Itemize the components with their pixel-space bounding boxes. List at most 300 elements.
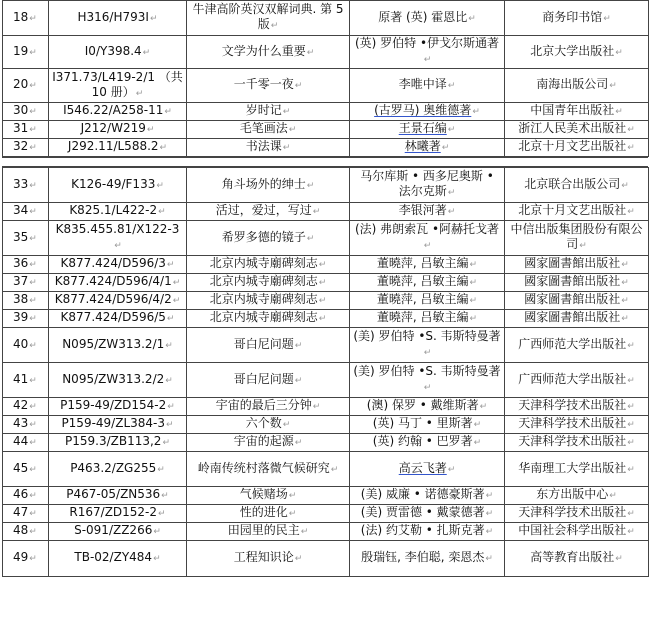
call-number-cell xyxy=(49,121,187,139)
table-row xyxy=(3,292,649,310)
publisher-cell xyxy=(505,505,649,523)
author-cell xyxy=(350,69,505,103)
publisher-cell xyxy=(505,452,649,487)
row-number: 46 xyxy=(13,487,29,501)
paragraph-mark-icon: ↵ xyxy=(318,296,327,306)
book-title-cell xyxy=(187,256,350,274)
table-row xyxy=(3,505,649,523)
call-number: TB-02/ZY484 xyxy=(74,550,153,564)
book-title: 北京内城寺廟碑刻志 xyxy=(209,292,318,306)
table-row xyxy=(3,203,649,221)
call-number: K825.1/L422-2 xyxy=(69,203,158,217)
paragraph-mark-icon: ↵ xyxy=(627,125,635,135)
publisher: 浙江人民美术出版社 xyxy=(518,121,627,135)
call-number-cell xyxy=(49,523,187,541)
book-title: 北京内城寺廟碑刻志 xyxy=(209,256,318,270)
publisher: 广西师范大学出版社 xyxy=(518,336,627,351)
paragraph-mark-icon: ↵ xyxy=(627,438,635,448)
call-number-cell xyxy=(49,274,187,292)
paragraph-mark-icon: ↵ xyxy=(615,554,623,564)
row-number-cell xyxy=(3,203,49,221)
author: 高云飞著 xyxy=(398,460,447,475)
paragraph-mark-icon: ↵ xyxy=(423,348,432,358)
publisher: 高等教育出版社 xyxy=(530,550,615,564)
publisher-cell xyxy=(505,363,649,398)
book-title-cell xyxy=(187,541,350,577)
book-title: 北京内城寺廟碑刻志 xyxy=(209,310,318,324)
call-number: R167/ZD152-2 xyxy=(69,505,158,519)
publisher: 天津科学技术出版社 xyxy=(518,416,627,430)
book-title-cell xyxy=(187,416,350,434)
publisher-cell xyxy=(505,274,649,292)
publisher-cell xyxy=(505,168,649,203)
row-number-cell xyxy=(3,168,49,203)
book-title-cell xyxy=(187,292,350,310)
book-title-cell xyxy=(187,121,350,139)
author-cell xyxy=(350,168,505,203)
book-title-cell xyxy=(187,274,350,292)
call-number: P159-49/ZL384-3 xyxy=(61,416,165,430)
book-title-cell xyxy=(187,139,350,157)
call-number-cell xyxy=(49,363,187,398)
call-number-cell xyxy=(49,452,187,487)
paragraph-mark-icon: ↵ xyxy=(627,143,635,153)
paragraph-mark-icon: ↵ xyxy=(473,420,482,430)
call-number: J212/W219 xyxy=(80,121,146,135)
author-cell xyxy=(350,203,505,221)
paragraph-mark-icon: ↵ xyxy=(579,241,587,251)
table-row xyxy=(3,328,649,363)
row-number-cell xyxy=(3,274,49,292)
paragraph-mark-icon: ↵ xyxy=(441,143,450,153)
paragraph-mark-icon: ↵ xyxy=(312,402,321,412)
paragraph-mark-icon: ↵ xyxy=(627,375,635,386)
paragraph-mark-icon: ↵ xyxy=(627,464,635,475)
book-title-cell xyxy=(187,523,350,541)
paragraph-mark-icon: ↵ xyxy=(473,438,482,448)
paragraph-mark-icon: ↵ xyxy=(29,13,37,24)
paragraph-mark-icon: ↵ xyxy=(627,509,635,519)
paragraph-mark-icon: ↵ xyxy=(288,125,297,135)
book-title-cell xyxy=(187,434,350,452)
call-number: K877.424/D596/4/1 xyxy=(54,274,172,288)
paragraph-mark-icon: ↵ xyxy=(29,402,37,412)
author: (美) 威廉 • 诺德豪斯著 xyxy=(360,487,485,501)
book-title: 六个数 xyxy=(245,416,282,430)
author: 原著 (英) 霍恩比 xyxy=(378,9,468,24)
author-cell xyxy=(350,452,505,487)
call-number-cell xyxy=(49,103,187,121)
publisher-cell xyxy=(505,36,649,69)
paragraph-mark-icon: ↵ xyxy=(468,13,476,24)
row-number-cell xyxy=(3,523,49,541)
paragraph-mark-icon: ↵ xyxy=(29,125,37,135)
author-cell xyxy=(350,256,505,274)
paragraph-mark-icon: ↵ xyxy=(300,527,309,537)
call-number: S-091/ZZ266 xyxy=(74,523,153,537)
paragraph-mark-icon: ↵ xyxy=(615,107,623,117)
paragraph-mark-icon: ↵ xyxy=(153,527,161,537)
paragraph-mark-icon: ↵ xyxy=(142,47,151,58)
publisher: 商务印书馆 xyxy=(542,9,603,24)
book-title: 书法课 xyxy=(245,139,282,153)
publisher-cell xyxy=(505,328,649,363)
row-number-cell xyxy=(3,452,49,487)
paragraph-mark-icon: ↵ xyxy=(469,260,478,270)
book-title: 气候赌场 xyxy=(239,487,288,501)
row-number-cell xyxy=(3,121,49,139)
paragraph-mark-icon: ↵ xyxy=(165,340,173,351)
call-number: I0/Y398.4 xyxy=(84,43,142,58)
paragraph-mark-icon: ↵ xyxy=(621,314,629,324)
paragraph-mark-icon: ↵ xyxy=(29,464,37,475)
row-number: 45 xyxy=(13,460,29,475)
table-row xyxy=(3,69,649,103)
paragraph-mark-icon: ↵ xyxy=(294,554,303,564)
paragraph-mark-icon: ↵ xyxy=(29,107,37,117)
publisher-cell xyxy=(505,69,649,103)
paragraph-mark-icon: ↵ xyxy=(621,260,629,270)
paragraph-mark-icon: ↵ xyxy=(627,340,635,351)
author-cell xyxy=(350,1,505,36)
row-number-cell xyxy=(3,398,49,416)
row-number-cell xyxy=(3,416,49,434)
row-number: 36 xyxy=(13,256,29,270)
call-number: J292.11/L588.2 xyxy=(67,139,159,153)
row-number-cell xyxy=(3,434,49,452)
paragraph-mark-icon: ↵ xyxy=(306,233,315,244)
author: (法) 弗朗索瓦 •阿赫托戈著 xyxy=(354,222,500,236)
publisher-cell xyxy=(505,203,649,221)
paragraph-mark-icon: ↵ xyxy=(627,402,635,412)
author: 殷瑞钰, 李伯聪, 栾恩杰 xyxy=(361,550,485,564)
publisher: 國家圖書館出版社 xyxy=(524,256,621,270)
paragraph-mark-icon: ↵ xyxy=(627,207,635,217)
publisher-cell xyxy=(505,523,649,541)
book-title: 一千零一夜 xyxy=(233,77,294,91)
paragraph-mark-icon: ↵ xyxy=(294,375,303,386)
table-row xyxy=(3,523,649,541)
row-number: 39 xyxy=(13,310,29,324)
call-number-cell xyxy=(49,416,187,434)
paragraph-mark-icon: ↵ xyxy=(135,88,144,99)
call-number-cell xyxy=(49,1,187,36)
publisher: 中信出版集团股份有限公司 xyxy=(510,222,643,251)
row-number: 30 xyxy=(13,103,29,117)
paragraph-mark-icon: ↵ xyxy=(615,47,623,58)
publisher: 广西师范大学出版社 xyxy=(518,371,627,386)
paragraph-mark-icon: ↵ xyxy=(149,13,158,24)
publisher: 北京大学出版社 xyxy=(530,43,615,58)
paragraph-mark-icon: ↵ xyxy=(161,491,169,501)
publisher-cell xyxy=(505,139,649,157)
paragraph-mark-icon: ↵ xyxy=(166,420,174,430)
table-row xyxy=(3,452,649,487)
author: 马尔库斯 • 西多尼奥斯 • 法尔克斯 xyxy=(360,169,494,198)
call-number: K877.424/D596/5 xyxy=(60,310,166,324)
paragraph-mark-icon: ↵ xyxy=(627,527,635,537)
publisher-cell xyxy=(505,1,649,36)
author: 李唯中译 xyxy=(398,77,447,91)
book-title-cell xyxy=(187,36,350,69)
row-number: 18 xyxy=(13,9,29,24)
publisher: 天津科学技术出版社 xyxy=(518,434,627,448)
row-number-cell xyxy=(3,363,49,398)
row-number: 48 xyxy=(13,523,29,537)
call-number-cell xyxy=(49,139,187,157)
paragraph-mark-icon: ↵ xyxy=(29,296,37,306)
paragraph-mark-icon: ↵ xyxy=(156,180,164,191)
paragraph-mark-icon: ↵ xyxy=(294,81,303,91)
page-break-gap xyxy=(2,157,648,167)
publisher: 國家圖書館出版社 xyxy=(524,292,621,306)
author: 董曉萍, 吕敏主編 xyxy=(376,256,469,270)
row-number-cell xyxy=(3,328,49,363)
paragraph-mark-icon: ↵ xyxy=(157,464,165,475)
table-row xyxy=(3,541,649,577)
publisher-cell xyxy=(505,292,649,310)
paragraph-mark-icon: ↵ xyxy=(29,81,37,91)
book-title: 毛笔画法 xyxy=(239,121,288,135)
call-number-cell xyxy=(49,434,187,452)
paragraph-mark-icon: ↵ xyxy=(29,180,37,191)
row-number-cell xyxy=(3,292,49,310)
book-title-cell xyxy=(187,103,350,121)
publisher: 东方出版中心 xyxy=(536,487,609,501)
table-row xyxy=(3,416,649,434)
author-cell xyxy=(350,36,505,69)
book-title: 宇宙的最后三分钟 xyxy=(215,398,312,412)
publisher: 北京联合出版公司 xyxy=(524,176,621,191)
call-number-cell xyxy=(49,36,187,69)
paragraph-mark-icon: ↵ xyxy=(603,13,611,24)
table-body-bottom xyxy=(3,168,649,577)
publisher: 國家圖書館出版社 xyxy=(524,310,621,324)
row-number-cell xyxy=(3,1,49,36)
paragraph-mark-icon: ↵ xyxy=(282,420,291,430)
paragraph-mark-icon: ↵ xyxy=(29,527,37,537)
author: (澳) 保罗 • 戴维斯著 xyxy=(366,398,479,412)
paragraph-mark-icon: ↵ xyxy=(282,143,291,153)
author: 董曉萍, 吕敏主編 xyxy=(376,292,469,306)
paragraph-mark-icon: ↵ xyxy=(318,314,327,324)
table-row xyxy=(3,168,649,203)
publisher: 天津科学技术出版社 xyxy=(518,505,627,519)
paragraph-mark-icon: ↵ xyxy=(159,143,168,153)
book-title-cell xyxy=(187,203,350,221)
book-title-cell xyxy=(187,505,350,523)
paragraph-mark-icon: ↵ xyxy=(621,278,629,288)
paragraph-mark-icon: ↵ xyxy=(423,55,432,65)
paragraph-mark-icon: ↵ xyxy=(29,314,37,324)
row-number: 33 xyxy=(13,176,29,191)
author: (法) 约艾勒 • 扎斯克著 xyxy=(360,523,485,537)
paragraph-mark-icon: ↵ xyxy=(485,509,494,519)
row-number: 19 xyxy=(13,43,29,58)
paragraph-mark-icon: ↵ xyxy=(423,383,432,393)
publisher-cell xyxy=(505,310,649,328)
call-number-cell xyxy=(49,221,187,256)
paragraph-mark-icon: ↵ xyxy=(472,107,480,117)
author: (英) 罗伯特 •伊戈尔斯通著 xyxy=(354,36,500,50)
author: 董曉萍, 吕敏主編 xyxy=(376,310,469,324)
publisher-cell xyxy=(505,541,649,577)
table-row xyxy=(3,398,649,416)
row-number: 20 xyxy=(13,77,29,91)
author-cell xyxy=(350,121,505,139)
publisher-cell xyxy=(505,416,649,434)
author: (英) 约翰 • 巴罗著 xyxy=(372,434,473,448)
book-title-cell xyxy=(187,1,350,36)
row-number-cell xyxy=(3,36,49,69)
paragraph-mark-icon: ↵ xyxy=(29,143,37,153)
paragraph-mark-icon: ↵ xyxy=(294,340,303,351)
row-number-cell xyxy=(3,139,49,157)
author-cell xyxy=(350,541,505,577)
author-cell xyxy=(350,523,505,541)
book-title-cell xyxy=(187,328,350,363)
paragraph-mark-icon: ↵ xyxy=(288,491,297,501)
row-number-cell xyxy=(3,541,49,577)
author-cell xyxy=(350,487,505,505)
book-title-cell xyxy=(187,452,350,487)
row-number: 47 xyxy=(13,505,29,519)
paragraph-mark-icon: ↵ xyxy=(165,375,173,386)
publisher: 北京十月文艺出版社 xyxy=(518,139,627,153)
paragraph-mark-icon: ↵ xyxy=(485,527,494,537)
row-number-cell xyxy=(3,69,49,103)
book-title-cell xyxy=(187,363,350,398)
book-title: 田园里的民主 xyxy=(227,523,300,537)
call-number-cell xyxy=(49,292,187,310)
row-number-cell xyxy=(3,256,49,274)
paragraph-mark-icon: ↵ xyxy=(330,464,339,475)
paragraph-mark-icon: ↵ xyxy=(29,420,37,430)
author: 林曦著 xyxy=(404,139,441,153)
paragraph-mark-icon: ↵ xyxy=(172,296,181,306)
call-number: K126-49/F133 xyxy=(71,176,156,191)
paragraph-mark-icon: ↵ xyxy=(29,554,37,564)
paragraph-mark-icon: ↵ xyxy=(469,314,478,324)
publisher: 北京十月文艺出版社 xyxy=(518,203,627,217)
author: (美) 罗伯特 •S. 韦斯特曼著 xyxy=(353,329,501,343)
paragraph-mark-icon: ↵ xyxy=(447,464,456,475)
paragraph-mark-icon: ↵ xyxy=(29,438,37,448)
row-number: 41 xyxy=(13,371,29,386)
paragraph-mark-icon: ↵ xyxy=(166,260,175,270)
paragraph-mark-icon: ↵ xyxy=(29,340,37,351)
call-number: N095/ZW313.2/2 xyxy=(62,371,165,386)
book-title-cell xyxy=(187,487,350,505)
call-number: P463.2/ZG255 xyxy=(70,460,157,475)
author-cell xyxy=(350,274,505,292)
book-title: 希罗多德的镜子 xyxy=(221,229,306,244)
author-cell xyxy=(350,139,505,157)
book-title: 活过，爱过，写过 xyxy=(215,203,312,217)
author: (英) 马丁 • 里斯著 xyxy=(372,416,473,430)
paragraph-mark-icon: ↵ xyxy=(318,278,327,288)
table-row xyxy=(3,256,649,274)
author-cell xyxy=(350,363,505,398)
paragraph-mark-icon: ↵ xyxy=(29,375,37,386)
paragraph-mark-icon: ↵ xyxy=(114,241,122,251)
author: (古罗马) 奥维德著 xyxy=(374,103,472,117)
paragraph-mark-icon: ↵ xyxy=(282,107,291,117)
publisher-cell xyxy=(505,221,649,256)
publisher-cell xyxy=(505,103,649,121)
paragraph-mark-icon: ↵ xyxy=(166,314,175,324)
paragraph-mark-icon: ↵ xyxy=(609,81,617,91)
author-cell xyxy=(350,310,505,328)
call-number-cell xyxy=(49,487,187,505)
paragraph-mark-icon: ↵ xyxy=(172,278,181,288)
publisher: 中国社会科学出版社 xyxy=(518,523,627,537)
row-number: 34 xyxy=(13,203,29,217)
author: 董曉萍, 吕敏主編 xyxy=(376,274,469,288)
table-row xyxy=(3,487,649,505)
row-number: 31 xyxy=(13,121,29,135)
paragraph-mark-icon: ↵ xyxy=(318,260,327,270)
table-row xyxy=(3,121,649,139)
paragraph-mark-icon: ↵ xyxy=(447,188,456,198)
paragraph-mark-icon: ↵ xyxy=(627,420,635,430)
book-title: 性的进化 xyxy=(239,505,288,519)
call-number-cell xyxy=(49,541,187,577)
call-number: K877.424/D596/3 xyxy=(60,256,166,270)
call-number-cell xyxy=(49,168,187,203)
paragraph-mark-icon: ↵ xyxy=(294,438,303,448)
book-title: 岁时记 xyxy=(245,103,282,117)
call-number-cell xyxy=(49,328,187,363)
author-cell xyxy=(350,103,505,121)
book-title-cell xyxy=(187,398,350,416)
author-cell xyxy=(350,292,505,310)
table-row xyxy=(3,36,649,69)
paragraph-mark-icon: ↵ xyxy=(312,207,321,217)
author: (美) 罗伯特 •S. 韦斯特曼著 xyxy=(353,364,501,378)
publisher: 天津科学技术出版社 xyxy=(518,398,627,412)
paragraph-mark-icon: ↵ xyxy=(29,207,37,217)
row-number: 49 xyxy=(13,550,29,564)
table-row xyxy=(3,363,649,398)
publisher: 國家圖書館出版社 xyxy=(524,274,621,288)
paragraph-mark-icon: ↵ xyxy=(158,509,166,519)
table-row xyxy=(3,310,649,328)
row-number-cell xyxy=(3,505,49,523)
paragraph-mark-icon: ↵ xyxy=(469,278,478,288)
paragraph-mark-icon: ↵ xyxy=(167,402,175,412)
author-cell xyxy=(350,328,505,363)
row-number: 35 xyxy=(13,229,29,244)
paragraph-mark-icon: ↵ xyxy=(164,107,172,117)
table-row xyxy=(3,139,649,157)
call-number: P159.3/ZB113,2 xyxy=(65,434,162,448)
publisher-cell xyxy=(505,487,649,505)
table-body-top xyxy=(3,1,649,157)
paragraph-mark-icon: ↵ xyxy=(621,180,629,191)
paragraph-mark-icon: ↵ xyxy=(29,233,37,244)
row-number: 37 xyxy=(13,274,29,288)
table-row xyxy=(3,434,649,452)
book-title: 岭南传统村落微气候研究 xyxy=(197,460,330,475)
book-title: 哥白尼问题 xyxy=(233,336,294,351)
paragraph-mark-icon: ↵ xyxy=(162,438,170,448)
row-number-cell xyxy=(3,310,49,328)
call-number: K835.455.81/X122-3 xyxy=(55,222,180,236)
publisher: 华南理工大学出版社 xyxy=(518,460,627,475)
author-cell xyxy=(350,434,505,452)
author: (美) 贾雷德 • 戴蒙德著 xyxy=(360,505,485,519)
